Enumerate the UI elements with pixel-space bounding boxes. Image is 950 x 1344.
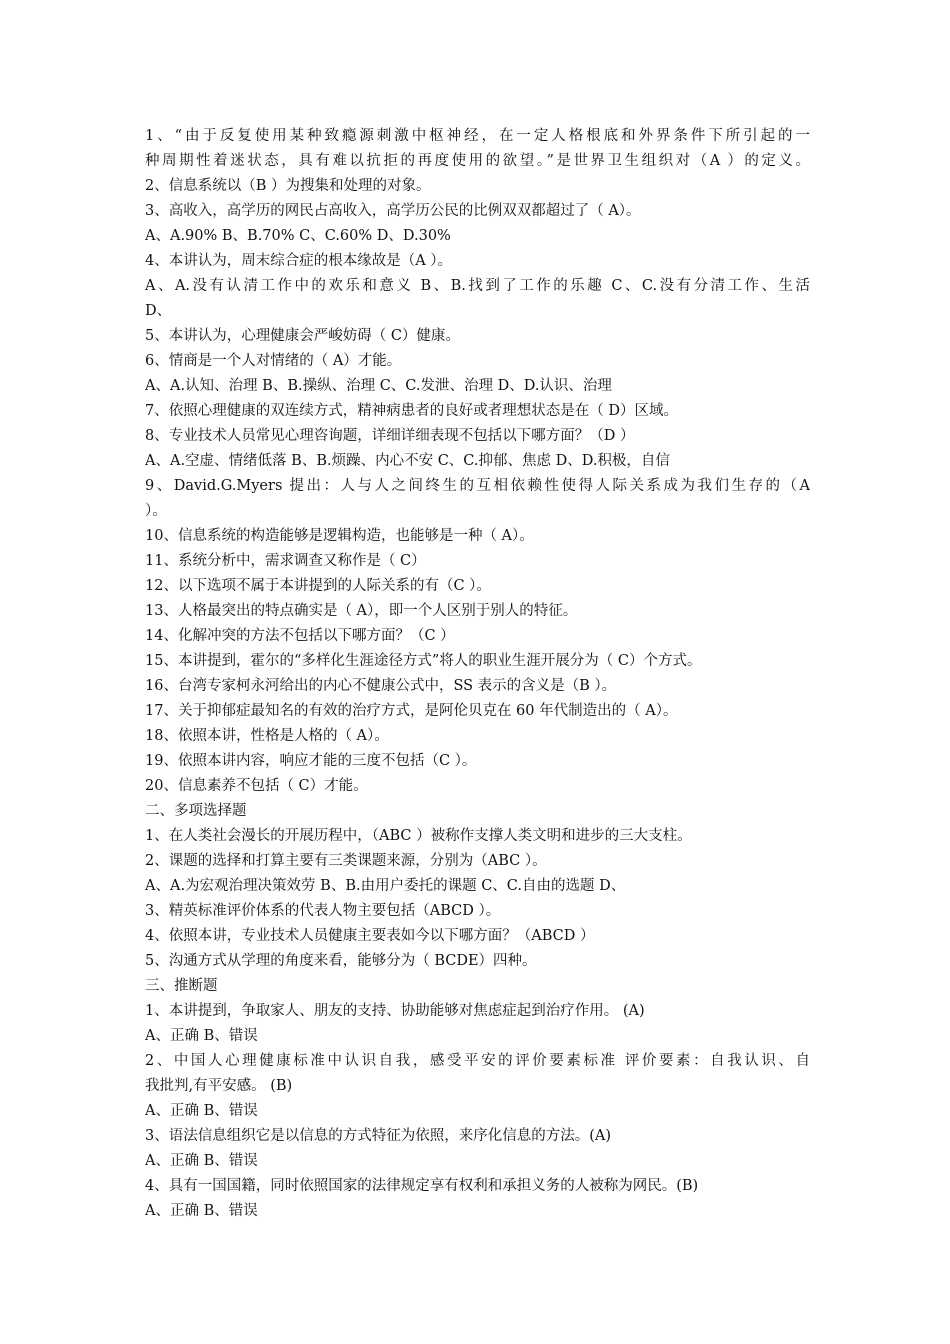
text-line: 10、信息系统的构造能够是逻辑构造，也能够是一种（ A）。 — [145, 528, 534, 544]
text-line: 5、沟通方式从学理的角度来看，能够分为（ BCDE）四种。 — [145, 953, 537, 969]
text-line: 3、高收入，高学历的网民占高收入，高学历公民的比例双双都超过了（ A）。 — [145, 203, 641, 219]
text-line: 1、本讲提到，争取家人、朋友的支持、协助能够对焦虑症起到治疗作用。 (A) — [145, 1003, 645, 1019]
text-line: 20、信息素养不包括（ C）才能。 — [145, 778, 368, 794]
text-line: 1、在人类社会漫长的开展历程中，（ABC ）被称作支撑人类文明和进步的三大支柱。 — [145, 828, 692, 844]
text-line: 3、精英标准评价体系的代表人物主要包括（ABCD ）。 — [145, 903, 501, 919]
text-line: ）。 — [145, 503, 167, 519]
text-line: 种周期性着迷状态，具有难以抗拒的再度使用的欲望。”是世界卫生组织对（A ）的定义。 — [145, 153, 810, 169]
text-line: 5、本讲认为，心理健康会严峻妨碍（ C）健康。 — [145, 328, 460, 344]
text-line: 8、专业技术人员常见心理咨询题，详细详细表现不包括以下哪方面？（D ） — [145, 428, 635, 444]
text-line: 1、“由于反复使用某种致瘾源刺激中枢神经，在一定人格根底和外界条件下所引起的一 — [145, 128, 810, 144]
text-line: 15、本讲提到，霍尔的“多样化生涯途径方式”将人的职业生涯开展分为（ C）个方式。 — [145, 653, 702, 669]
text-line: 13、人格最突出的特点确实是（ A），即一个人区别于别人的特征。 — [145, 603, 578, 619]
text-line: 6、情商是一个人对情绪的（ A）才能。 — [145, 353, 402, 369]
text-line: 19、依照本讲内容，响应才能的三度不包括（C ）。 — [145, 753, 477, 769]
text-line: 17、关于抑郁症最知名的有效的治疗方式，是阿伦贝克在 60 年代制造出的（ A）。 — [145, 703, 678, 719]
text-line: 7、依照心理健康的双连续方式，精神病患者的良好或者理想状态是在（ D）区域。 — [145, 403, 678, 419]
text-line: 4、依照本讲，专业技术人员健康主要表如今以下哪方面？（ABCD ） — [145, 928, 595, 944]
section-heading: 三、推断题 — [145, 978, 218, 994]
text-line: A、A.没有认清工作中的欢乐和意义 B、B.找到了工作的乐趣 C、C.没有分清工作、生活 — [145, 278, 810, 294]
text-line: 4、具有一国国籍，同时依照国家的法律规定享有权利和承担义务的人被称为网民。(B) — [145, 1178, 699, 1194]
text-line: D、 — [145, 303, 172, 319]
text-line: A、A.空虚、情绪低落 B、B.烦躁、内心不安 C、C.抑郁、焦虑 D、D.积极，自信 — [145, 453, 670, 469]
text-line: 2、课题的选择和打算主要有三类课题来源，分别为（ABC ）。 — [145, 853, 547, 869]
text-line: 16、台湾专家柯永河给出的内心不健康公式中，SS 表示的含义是（B ）。 — [145, 678, 617, 694]
document-body — [145, 124, 810, 1224]
text-line: 我批判,有平安感。 (B) — [145, 1078, 293, 1094]
section-heading: 二、多项选择题 — [145, 803, 247, 819]
text-line: A、A.认知、治理 B、B.操纵、治理 C、C.发泄、治理 D、D.认识、治理 — [145, 378, 612, 394]
text-line: A、正确 B、错误 — [145, 1203, 258, 1219]
text-line: A、A.为宏观治理决策效劳 B、B.由用户委托的课题 C、C.自由的选题 D、 — [145, 878, 626, 894]
text-line: 3、语法信息组织它是以信息的方式特征为依照，来序化信息的方法。(A) — [145, 1128, 612, 1144]
text-line: 18、依照本讲，性格是人格的（ A）。 — [145, 728, 389, 744]
text-line: 12、以下选项不属于本讲提到的人际关系的有（C ）。 — [145, 578, 491, 594]
text-line: 4、本讲认为，周末综合症的根本缘故是（A ）。 — [145, 253, 453, 269]
text-line: 2、中国人心理健康标准中认识自我，感受平安的评价要素标准 评价要素：自我认识、自 — [145, 1053, 810, 1069]
text-line: 9、David.G.Myers 提出：人与人之间终生的互相依赖性使得人际关系成为我们生存的（A — [145, 478, 810, 494]
text-line: A、A.90% B、B.70% C、C.60% D、D.30% — [145, 228, 451, 244]
text-line: A、正确 B、错误 — [145, 1028, 258, 1044]
text-line: 11、系统分析中，需求调查又称作是（ C） — [145, 553, 426, 569]
text-line: 2、信息系统以（B ）为搜集和处理的对象。 — [145, 178, 431, 194]
text-line: A、正确 B、错误 — [145, 1103, 258, 1119]
text-line: A、正确 B、错误 — [145, 1153, 258, 1169]
text-line: 14、化解冲突的方法不包括以下哪方面？（C ） — [145, 628, 455, 644]
